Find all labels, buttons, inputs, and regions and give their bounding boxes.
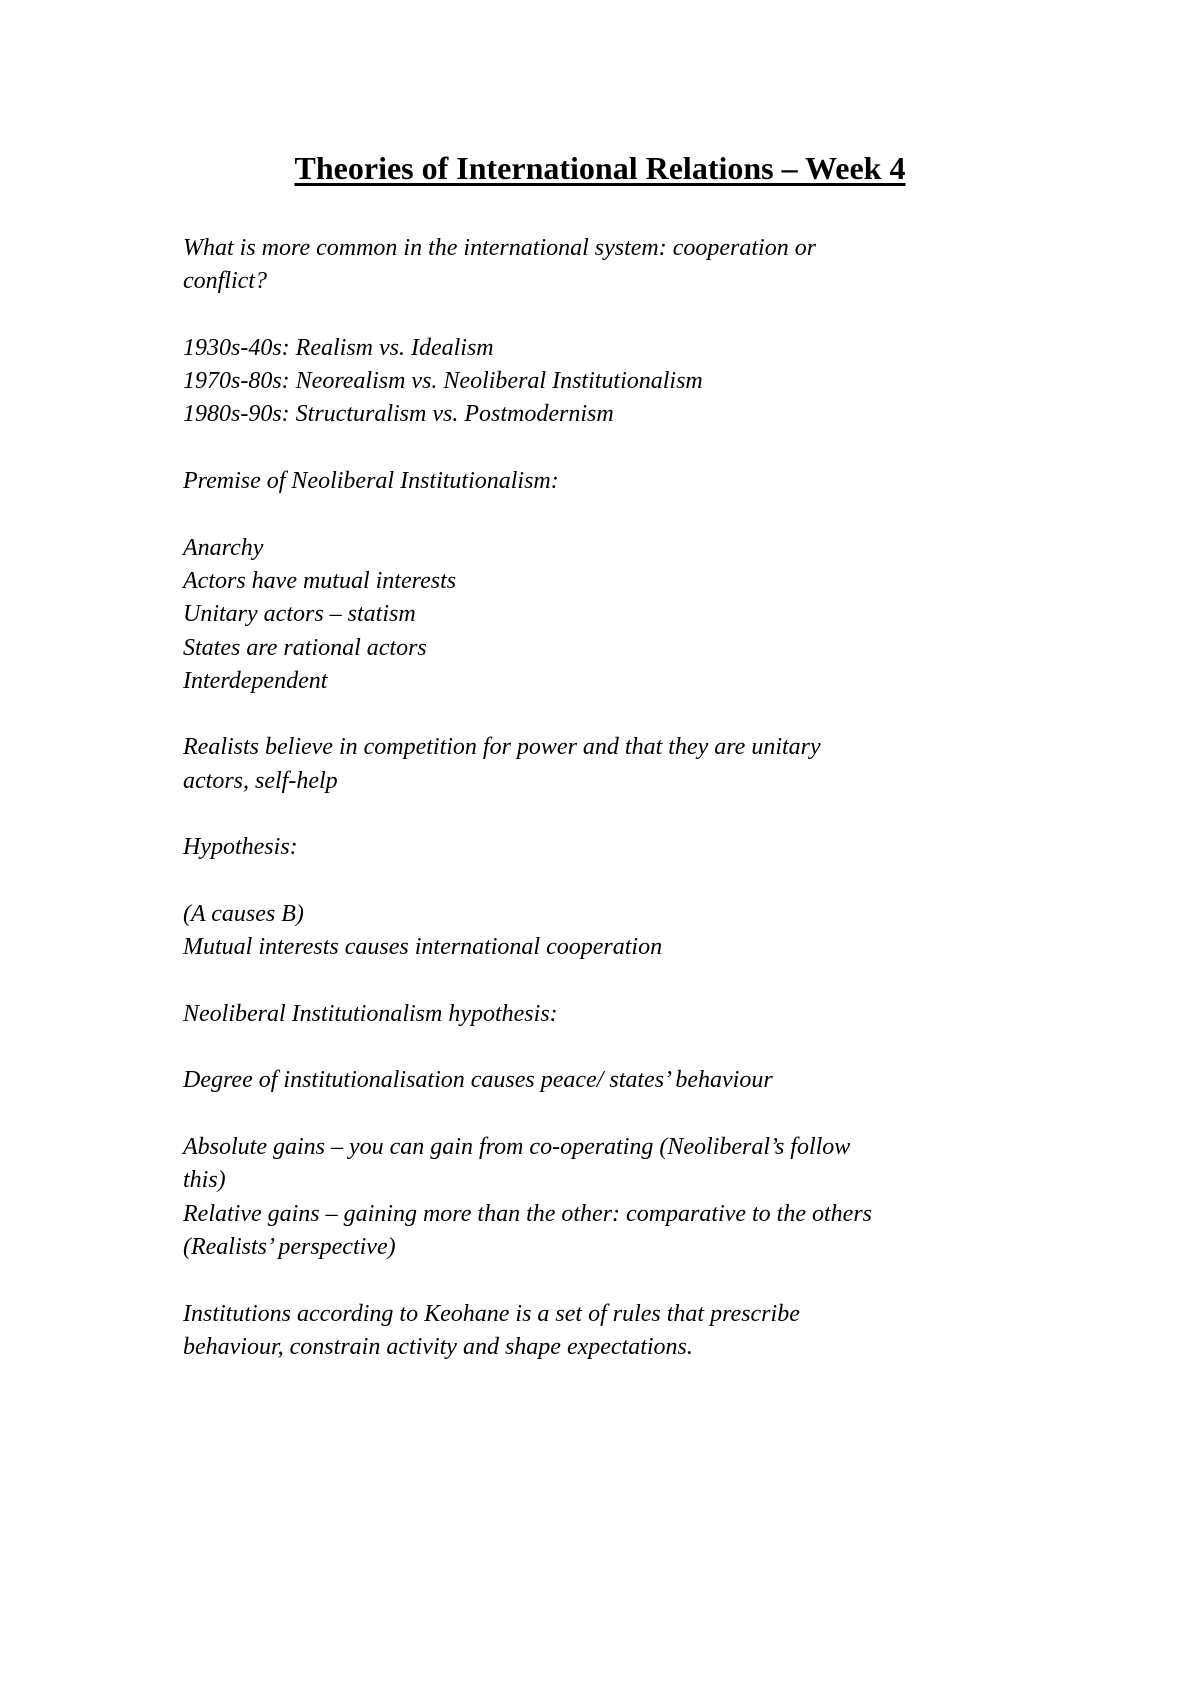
text-line: Realists believe in competition for power and that they are unitary — [183, 734, 821, 761]
text-line: 1970s-80s: Neorealism vs. Neoliberal Institutionalism — [183, 368, 703, 395]
blank-line — [183, 1098, 1043, 1131]
text-line: 1980s-90s: Structuralism vs. Postmodernism — [183, 401, 614, 428]
blank-line — [183, 1031, 1043, 1064]
text-line: conflict? — [183, 268, 267, 295]
text-line: States are rational actors — [183, 634, 427, 661]
blank-line — [183, 1264, 1043, 1297]
blank-line — [183, 865, 1043, 898]
text-line: Degree of institutionalisation causes peace/ states’ behaviour — [183, 1067, 773, 1094]
text-line: 1930s-40s: Realism vs. Idealism — [183, 334, 494, 361]
blank-line — [183, 498, 1043, 531]
text-line: Hypothesis: — [183, 834, 298, 861]
text-line: Actors have mutual interests — [183, 567, 457, 594]
text-line: behaviour, constrain activity and shape expectations. — [183, 1333, 693, 1360]
text-line: Relative gains – gaining more than the other: comparative to the others — [183, 1200, 872, 1227]
text-line: Mutual interests causes international cooperation — [183, 934, 663, 961]
blank-line — [183, 798, 1043, 831]
text-line: Unitary actors – statism — [183, 601, 416, 628]
text-line: (Realists’ perspective) — [183, 1233, 396, 1260]
text-line: (A causes B) — [183, 900, 304, 927]
text-line: this) — [183, 1167, 226, 1194]
text-line: Interdependent — [183, 667, 328, 694]
document-title: Theories of International Relations – Week 4 — [294, 150, 906, 186]
text-line: Premise of Neoliberal Institutionalism: — [183, 468, 559, 495]
text-line: Anarchy — [183, 534, 264, 561]
blank-line — [183, 965, 1043, 998]
text-line: Absolute gains – you can gain from co-operating (Neoliberal’s follow — [183, 1134, 851, 1161]
text-line: Institutions according to Keohane is a set of rules that prescribe — [183, 1300, 800, 1327]
blank-line — [183, 432, 1043, 465]
text-line: Neoliberal Institutionalism hypothesis: — [183, 1000, 558, 1027]
blank-line — [183, 698, 1043, 731]
text-line: actors, self-help — [183, 767, 338, 794]
blank-line — [183, 299, 1043, 332]
document-body — [183, 232, 1043, 1364]
text-line: What is more common in the international system: cooperation or — [183, 235, 817, 261]
